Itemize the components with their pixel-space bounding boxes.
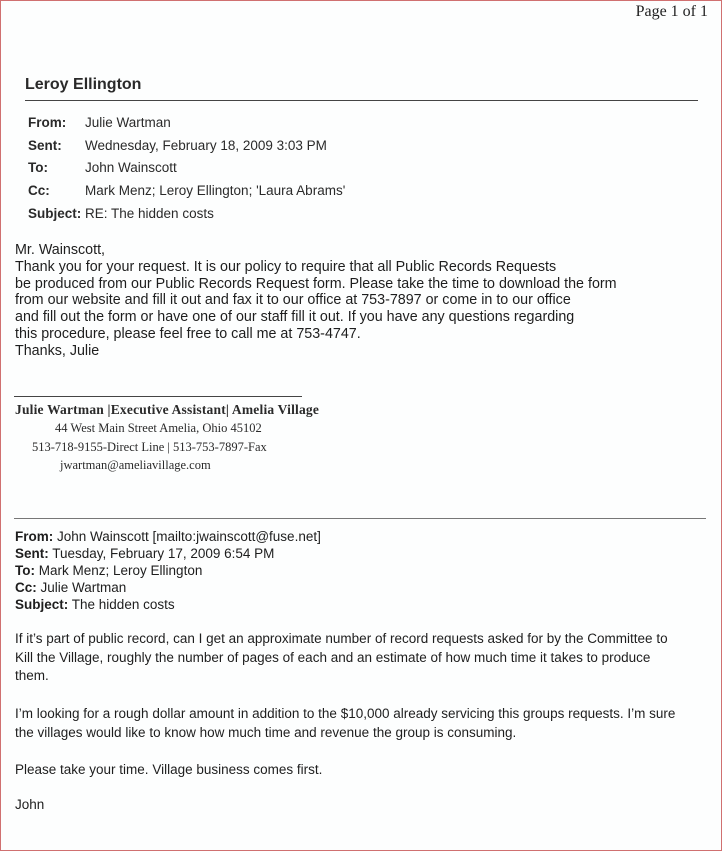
orig-cc-value: Julie Wartman — [40, 580, 127, 595]
original-closing — [15, 796, 715, 815]
orig-cc-label: Cc: — [15, 580, 37, 595]
orig-to-value: Mark Menz; Leroy Ellington — [38, 563, 203, 578]
orig-to-label: To: — [15, 563, 35, 578]
paragraph-line: I’m looking for a rough dollar amount in addition to the $10,000 already servicing this groups requests. I’m sure — [15, 706, 676, 721]
header-to — [28, 160, 177, 175]
header-subject-label: Subject: — [28, 206, 82, 221]
orig-sent-value: Tuesday, February 17, 2009 6:54 PM — [52, 546, 275, 561]
signature-address: 44 West Main Street Amelia, Ohio 45102 — [55, 421, 262, 435]
signature-title: Julie Wartman |Executive Assistant| Amelia Village — [15, 402, 320, 417]
paragraph-line: them. — [15, 668, 49, 683]
orig-header-from — [15, 528, 321, 545]
orig-sent-label: Sent: — [15, 546, 49, 561]
body-line: Thanks, Julie — [15, 342, 100, 359]
original-paragraph-2 — [15, 705, 715, 742]
header-cc-value: Mark Menz; Leroy Ellington; 'Laura Abrams' — [85, 183, 346, 198]
header-sent-value: Wednesday, February 18, 2009 3:03 PM — [85, 138, 327, 153]
email-sender-heading: Leroy Ellington — [25, 76, 142, 93]
body-line: and fill out the form or have one of our staff fill it out. If you have any questions regarding — [15, 309, 575, 326]
signature-divider — [14, 396, 302, 397]
header-from — [28, 115, 171, 130]
body-line: Mr. Wainscott, — [15, 242, 106, 258]
page-number: Page 1 of 1 — [635, 3, 708, 20]
orig-subject-label: Subject: — [15, 597, 69, 612]
header-from-value: Julie Wartman — [85, 115, 171, 130]
body-line: from our website and fill it out and fax it to our office at 753-7897 or come in to our office — [15, 292, 571, 309]
header-to-label: To: — [28, 160, 48, 175]
header-sent — [28, 138, 327, 153]
original-message-headers — [15, 528, 321, 613]
header-subject — [28, 206, 214, 221]
header-subject-value: RE: The hidden costs — [85, 206, 214, 221]
orig-header-cc — [15, 579, 321, 596]
header-to-value: John Wainscott — [85, 160, 177, 175]
body-line: be produced from our Public Records Request form. Please take the time to download the form — [15, 275, 617, 292]
paragraph-line: Please take your time. Village business comes first. — [15, 762, 323, 777]
closing-name: John — [15, 797, 45, 812]
paragraph-line: Kill the Village, roughly the number of pages of each and an estimate of how much time it takes to produce — [15, 649, 651, 665]
header-cc — [28, 183, 345, 198]
body-line: Thank you for your request. It is our policy to require that all Public Records Requests — [15, 258, 557, 275]
orig-header-sent — [15, 545, 321, 562]
orig-header-subject — [15, 596, 321, 613]
orig-from-value: John Wainscott [mailto:jwainscott@fuse.net] — [57, 529, 321, 544]
header-cc-label: Cc: — [28, 183, 50, 198]
orig-subject-value: The hidden costs — [71, 597, 175, 612]
header-sent-label: Sent: — [28, 138, 62, 153]
orig-from-label: From: — [15, 529, 54, 544]
header-from-label: From: — [28, 115, 67, 130]
signature-phones: 513-718-9155-Direct Line | 513-753-7897-Fax — [32, 440, 267, 454]
original-message-divider — [14, 518, 706, 519]
orig-header-to — [15, 562, 321, 579]
paragraph-line: the villages would like to know how much time and revenue the group is consuming. — [15, 724, 517, 740]
body-line: this procedure, please feel free to call me at 753-4747. — [15, 325, 361, 342]
signature-email: jwartman@ameliavillage.com — [60, 458, 211, 472]
original-paragraph-3 — [15, 761, 715, 780]
reply-body — [15, 242, 617, 360]
paragraph-line: If it’s part of public record, can I get an approximate number of record requests asked for by the Committee to — [15, 631, 668, 646]
header-divider — [25, 100, 698, 101]
original-paragraph-1 — [15, 630, 715, 686]
